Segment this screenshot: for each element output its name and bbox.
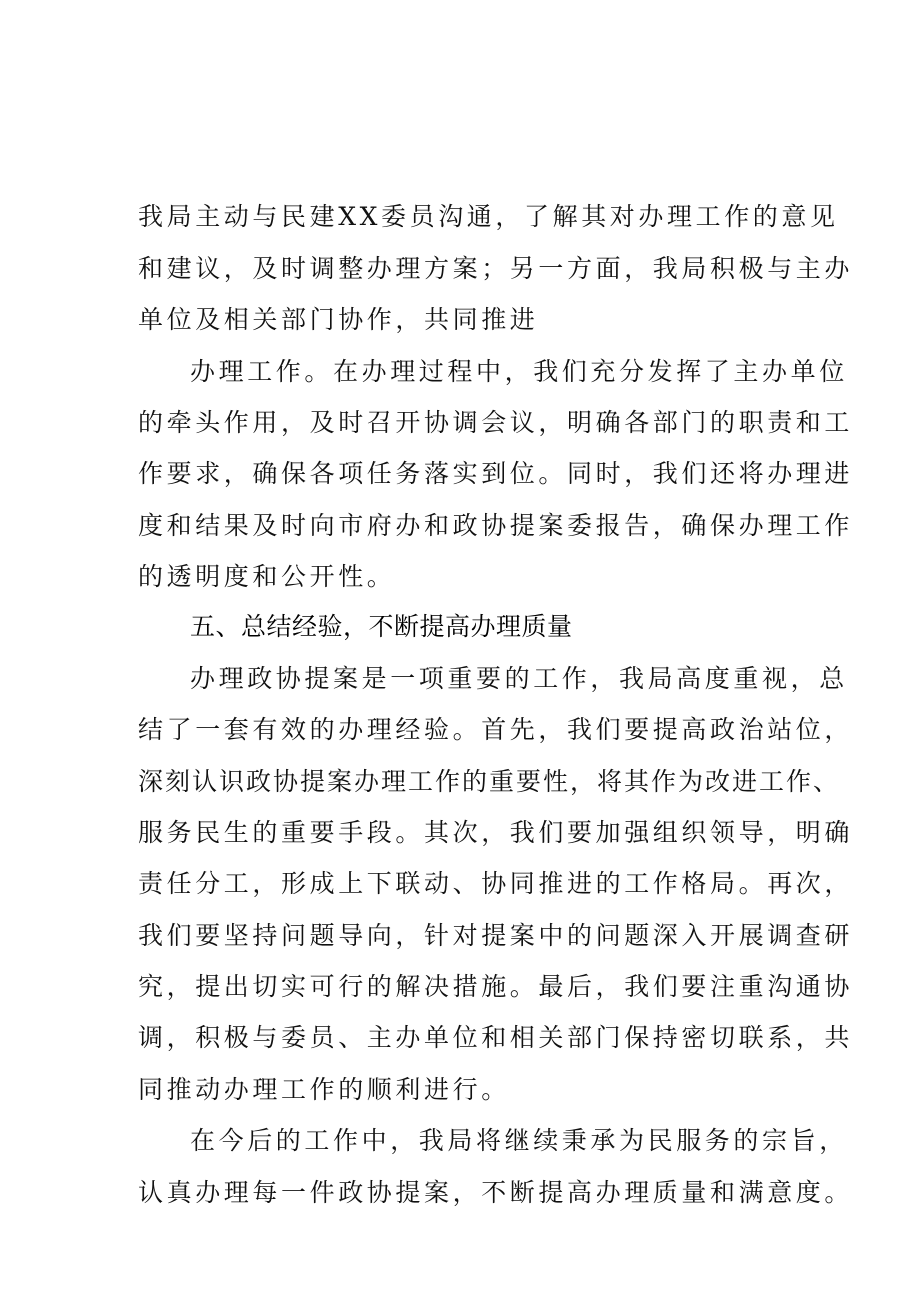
- text-line: 度和结果及时向市府办和政协提案委报告，确保办理工作: [138, 511, 854, 540]
- text-line: 和建议，及时调整办理方案；另一方面，我局积极与主办: [138, 254, 854, 283]
- text-line: 究，提出切实可行的解决措施。最后，我们要注重沟通协: [138, 972, 854, 1001]
- text-line: 我局主动与民建XX委员沟通，了解其对办理工作的意见: [138, 202, 839, 231]
- paragraph-first-line: 办理工作。在办理过程中，我们充分发挥了主办单位: [190, 357, 848, 386]
- section-heading: 五、总结经验，不断提高办理质量: [190, 612, 573, 641]
- text-line: 的透明度和公开性。: [138, 562, 396, 591]
- text-line: 我们要坚持问题导向，针对提案中的问题深入开展调查研: [138, 921, 854, 950]
- text-line: 责任分工，形成上下联动、协同推进的工作格局。再次，: [138, 869, 854, 898]
- paragraph-first-line: 在今后的工作中，我局将继续秉承为民服务的宗旨，: [190, 1126, 848, 1155]
- text-line: 同推动办理工作的顺利进行。: [138, 1075, 510, 1104]
- text-line: 调，积极与委员、主办单位和相关部门保持密切联系，共: [138, 1023, 854, 1052]
- text-line: 认真办理每一件政协提案，不断提高办理质量和满意度。: [138, 1178, 854, 1207]
- text-line: 结了一套有效的办理经验。首先，我们要提高政治站位，: [138, 715, 854, 744]
- text-line: 单位及相关部门协作，共同推进: [138, 305, 539, 334]
- text-line: 深刻认识政协提案办理工作的重要性，将其作为改进工作、: [138, 767, 841, 796]
- paragraph-first-line: 办理政协提案是一项重要的工作，我局高度重视，总: [190, 664, 848, 693]
- text-line: 作要求，确保各项任务落实到位。同时，我们还将办理进: [138, 459, 854, 488]
- text-line: 的牵头作用，及时召开协调会议，明确各部门的职责和工: [138, 408, 854, 437]
- text-line: 服务民生的重要手段。其次，我们要加强组织领导，明确: [138, 818, 854, 847]
